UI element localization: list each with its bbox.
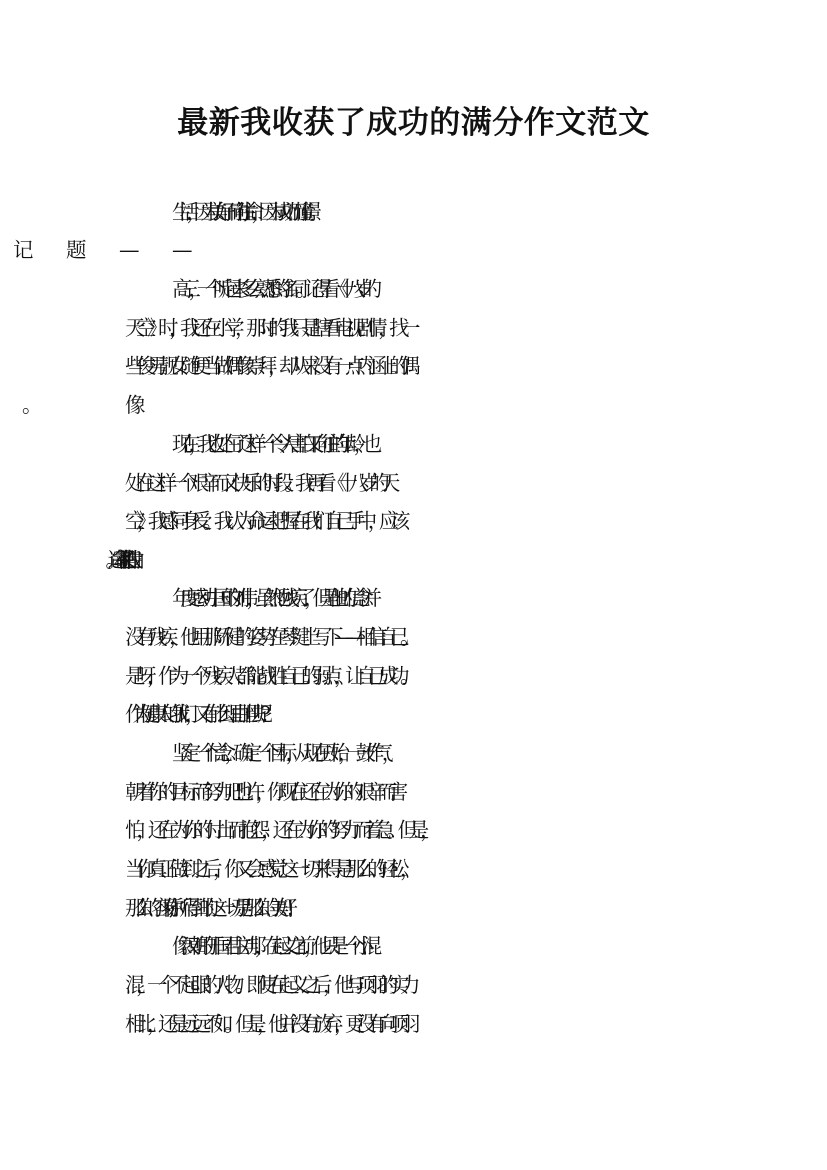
paragraph-line: 现在，我也处在了这样一个令人害怕又向往的年龄，也 (172, 432, 370, 456)
epigraph-attribution (172, 235, 827, 265)
paragraph-line: 当你真正做到之后，你又会感觉这一切来得是那么的轻松， (125, 857, 411, 881)
paragraph-line: 是呀，作为一个残疾人都能战胜自己的弱点，让自己成功。 (125, 664, 411, 688)
paragraph-line: 怕，还在为你的付出而抱怨，还在为你的努力而着急。但是， (125, 818, 432, 842)
paragraph-line: 坚定一个信念，确定一个目标，从现在开始，一鼓作气， (172, 741, 391, 765)
paragraph-line: 那么的容易;你所得到的这一切是那么的美好! (125, 896, 283, 920)
paragraph-line: 相比，还是远远不如。但是，他并没有放弃，更没有向项羽 (125, 1012, 411, 1036)
paragraph-line: 高三，一个听起来多么熟悉的名词。记得看《十八岁的 (172, 277, 370, 301)
epigraph-line: 生活，因为美好而向往;生命，因为成功而憧憬。 (172, 200, 316, 224)
paragraph-line: 空》，我感同身受。我认为命运把握在我们自己手中，应该 (125, 509, 401, 533)
paragraph-line (125, 390, 827, 420)
paragraph-line: 天空》时，我还在小学，那时的我只是瞎看电视剧情，找一 (125, 316, 411, 340)
paragraph-line: 混，一个不起眼的人物。即使在起义之后，他与项羽的实力 (125, 973, 411, 997)
paragraph-line: 朝着你的目标而努力吧!也许，你现在还在为你的艰辛而害 (125, 780, 399, 804)
paragraph-line: 像汉朝的开国君主刘邦，在起义之前，他只是一个小混 (172, 934, 370, 958)
paragraph-line: 处在这样一个艰辛而又快乐的时段。我再看《十八岁的天 (125, 471, 391, 495)
paragraph-line: 些俊男靓女随便当做偶像崇拜，却从来没有一点内涵上的偶 (125, 354, 411, 378)
paragraph-line: 没有残疾，他用那矫健的姿势在琴键上写下——相信自己。 (125, 625, 411, 649)
paragraph-line (125, 545, 827, 575)
document-title: 最新我收获了成功的满分作文范文 (177, 105, 650, 141)
paragraph-line: 作为健康人的我们，又有什么理由胆怯呢? (125, 702, 258, 726)
paragraph-line: 年度感动中国的刘伟，虽然他残疾了，但是他的信念并 (172, 586, 370, 610)
